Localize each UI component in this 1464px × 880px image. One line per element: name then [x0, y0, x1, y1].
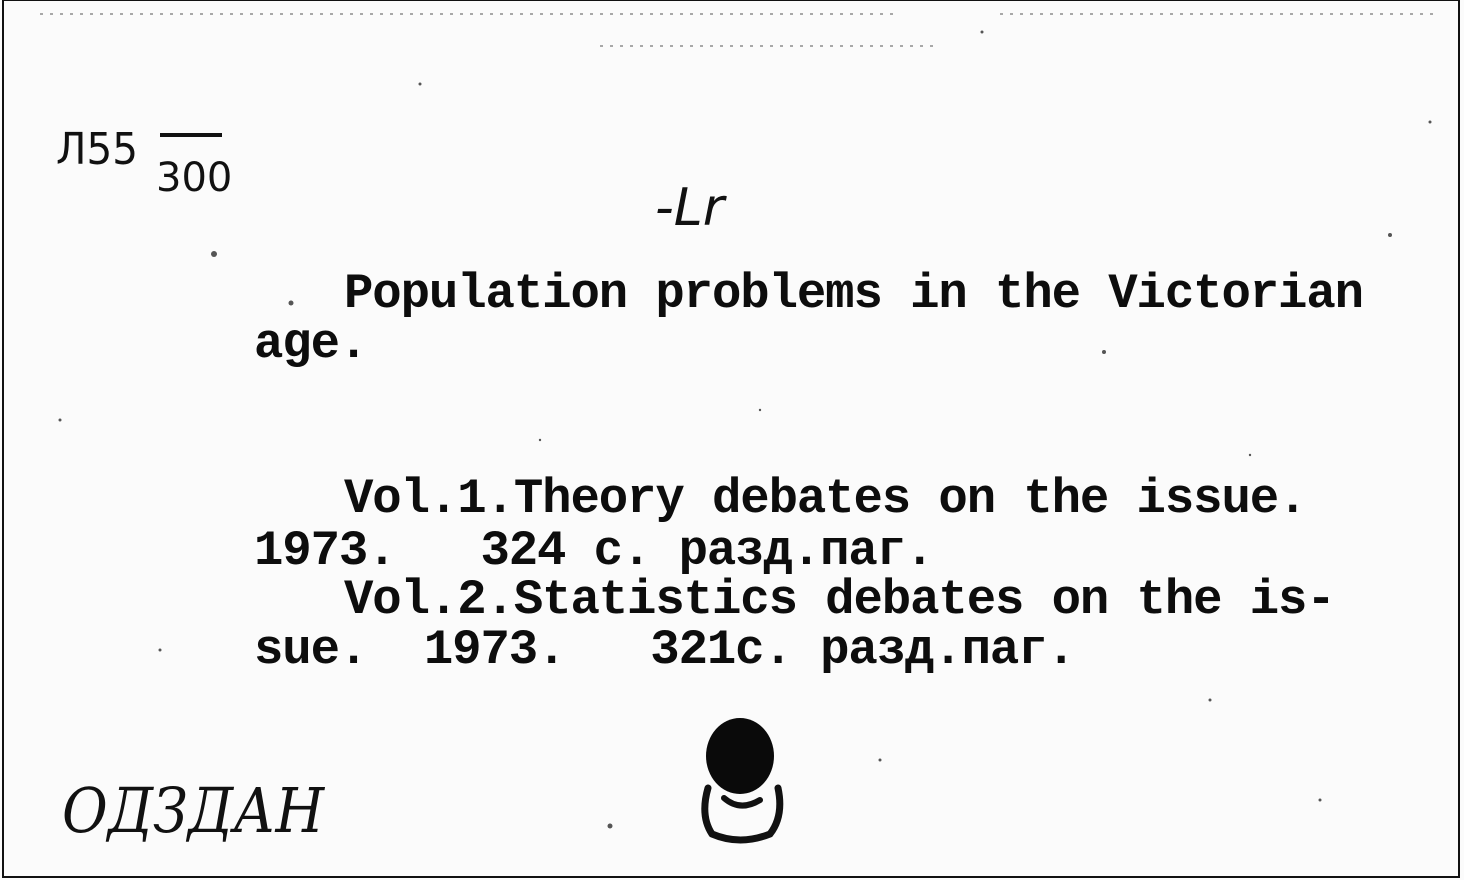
shelfmark-denominator: 300: [156, 155, 233, 201]
volume-2-line: Vol.2.Statistics debates on the is-: [344, 572, 1335, 628]
title-line-2: age.: [254, 316, 368, 372]
volume-2-details: sue. 1973. 321с. разд.паг.: [254, 622, 1075, 678]
punch-hole-icon: [690, 716, 800, 846]
title-line-1: Population problems in the Victorian: [344, 266, 1363, 322]
shelfmark-main: Л55: [56, 124, 138, 175]
volume-1-line: Vol.1.Theory debates on the issue.: [344, 471, 1307, 527]
shelfmark-fraction-bar: [160, 133, 222, 137]
department-stamp: ОДЗДАН: [62, 774, 325, 847]
handwritten-mark: -Lr: [655, 178, 725, 238]
volume-1-details: 1973. 324 с. разд.паг.: [254, 523, 934, 579]
